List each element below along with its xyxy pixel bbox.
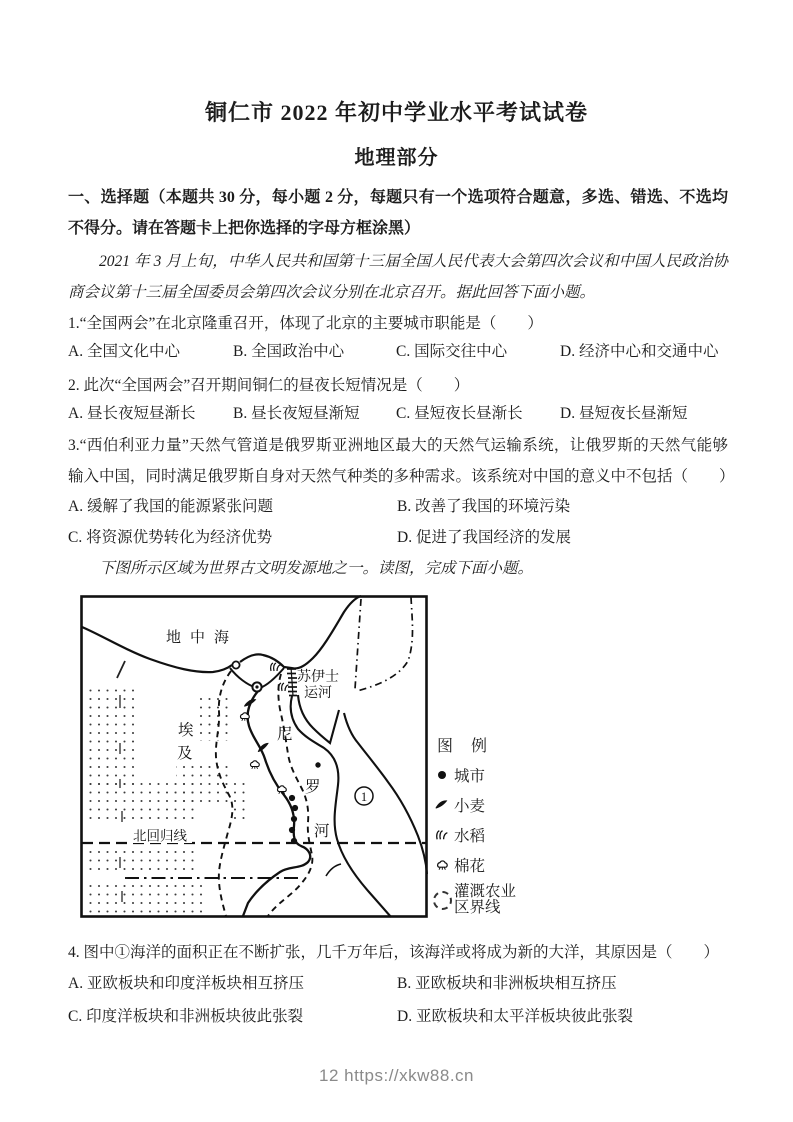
question-2-options	[68, 401, 728, 425]
question-1-options	[68, 339, 728, 363]
exam-subtitle: 地理部分	[354, 147, 439, 169]
q4-option-c: C. 印度洋板块和非洲板块彼此张裂	[68, 1008, 304, 1025]
legend-irrigation-label-line2: 区界线	[454, 899, 501, 916]
legend-irrigation-label-line1: 灌溉农业	[454, 883, 517, 900]
q1-option-d: D. 经济中心和交通中心	[560, 343, 719, 360]
intro-passage-1: 2021 年 3 月上旬，中华人民共和国第十三届全国人民代表大会第四次会议和中国人民政治协商会议第十三届全国委员会第四次会议分别在北京召开。据此回答下面小题。	[68, 253, 728, 301]
legend-item-wheat	[430, 794, 540, 816]
legend-wheat-label: 小麦	[454, 798, 486, 815]
question-3-options-row2	[68, 525, 728, 549]
section-heading: 一、选择题（本题共 30 分，每小题 2 分，每题只有一个选项符合题意，多选、错选、不选均不得分。请在答题卡上把你选择的字母方框涂黑）	[68, 189, 728, 237]
q1-option-a: A. 全国文化中心	[68, 343, 180, 360]
legend-item-rice	[430, 824, 540, 846]
q4-option-d: D. 亚欧板块和太平洋板块彼此张裂	[397, 1008, 633, 1025]
sea-marker-1-label: 1	[360, 790, 368, 804]
nile-label-char3: 河	[314, 823, 330, 840]
city-icon	[430, 771, 454, 779]
egypt-label-char1: 埃	[178, 722, 194, 739]
intro-passage-2: 下图所示区域为世界古文明发源地之一。读图，完成下面小题。	[99, 560, 534, 577]
q2-option-c: C. 昼短夜长昼渐长	[396, 405, 523, 422]
question-2-stem: 2. 此次“全国两会”召开期间铜仁的昼夜长短情况是（ ）	[68, 377, 470, 394]
legend-item-cotton	[430, 854, 540, 876]
delta-lagoon	[232, 661, 239, 668]
irrigation-boundary-icon	[430, 891, 454, 910]
tropic-label: 北回归线	[133, 828, 187, 844]
question-3-options-row1	[68, 494, 728, 518]
question-1-stem: 1.“全国两会”在北京隆重召开，体现了北京的主要城市职能是（ ）	[68, 315, 543, 332]
legend-item-irrigation-boundary	[430, 884, 540, 916]
legend-title: 图 例	[437, 738, 495, 755]
sea-marker-1	[355, 787, 373, 805]
question-3-stem: 3.“西伯利亚力量”天然气管道是俄罗斯亚洲地区最大的天然气运输系统，让俄罗斯的天然气能够输入中国，同时满足俄罗斯自身对天然气种类的多种需求。该系统对中国的意义中不包括（ ）	[68, 437, 735, 485]
capital-city-symbol	[252, 682, 261, 691]
q2-option-a: A. 昼长夜短昼渐长	[68, 405, 196, 422]
cotton-icon	[430, 859, 454, 871]
q2-option-b: B. 昼长夜短昼渐短	[233, 405, 360, 422]
nile-label-char2: 罗	[305, 779, 321, 796]
q1-option-c: C. 国际交往中心	[396, 343, 508, 360]
wheat-icon	[430, 798, 454, 812]
page-footer: 12 https://xkw88.cn	[318, 1066, 475, 1085]
legend-rice-label: 水稻	[454, 828, 486, 845]
mediterranean-label: 地中海	[166, 630, 239, 646]
q3-option-a: A. 缓解了我国的能源紧张问题	[68, 498, 273, 515]
exam-title: 铜仁市 2022 年初中学业水平考试试卷	[204, 100, 588, 125]
q1-option-b: B. 全国政治中心	[233, 343, 345, 360]
suez-canal-label-line2: 运河	[304, 686, 332, 701]
question-4-options-row1	[68, 971, 728, 995]
q2-option-d: D. 昼短夜长昼渐短	[560, 405, 688, 422]
map-figure	[80, 595, 428, 918]
suez-canal-label-line1: 苏伊士	[297, 670, 339, 685]
question-4-options-row2	[68, 1004, 728, 1028]
q4-option-a: A. 亚欧板块和印度洋板块相互挤压	[68, 975, 304, 992]
legend-item-city	[430, 764, 540, 786]
legend-cotton-label: 棉花	[454, 858, 486, 875]
map-legend	[430, 733, 540, 916]
legend-city-label: 城市	[454, 768, 486, 785]
egypt-label-char2: 及	[177, 745, 193, 762]
q3-option-c: C. 将资源优势转化为经济优势	[68, 529, 273, 546]
q3-option-b: B. 改善了我国的环境污染	[397, 498, 571, 515]
q3-option-d: D. 促进了我国经济的发展	[397, 529, 571, 546]
rice-icon	[430, 829, 454, 841]
egypt-region-map	[80, 595, 428, 918]
q4-option-b: B. 亚欧板块和非洲板块相互挤压	[397, 975, 617, 992]
nile-label-char1: 尼	[277, 726, 293, 743]
question-4-stem: 4. 图中①海洋的面积正在不断扩张，几千万年后，该海洋或将成为新的大洋，其原因是（ ）	[68, 944, 720, 961]
